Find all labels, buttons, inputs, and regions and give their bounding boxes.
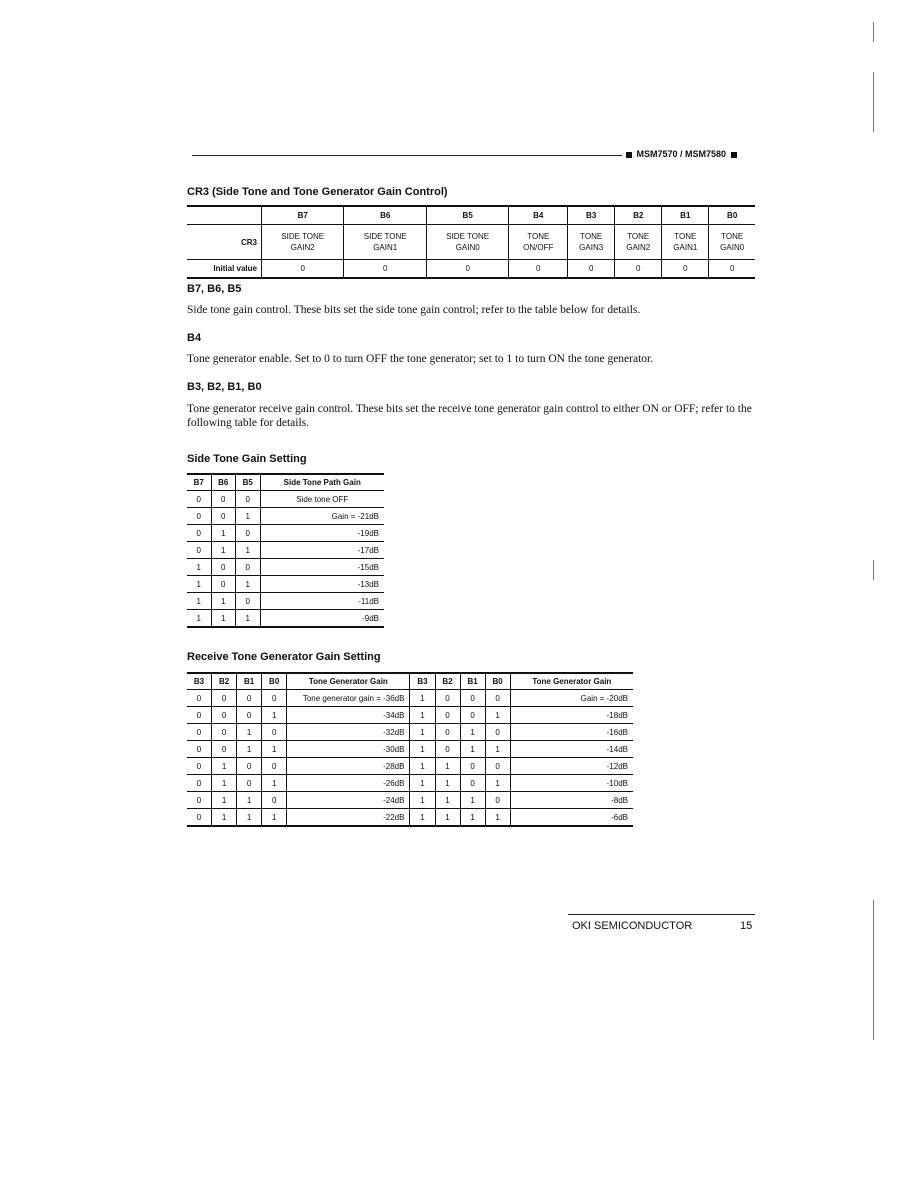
column-header: B3: [410, 673, 435, 690]
cr3-initial-value: 0: [568, 260, 615, 279]
gain-cell: -19dB: [260, 525, 384, 542]
bit-cell: 1: [187, 576, 211, 593]
bit-cell: 1: [460, 741, 485, 758]
gain-cell: -15dB: [260, 559, 384, 576]
section-heading: B7, B6, B5: [187, 283, 242, 295]
bit-cell: 1: [237, 809, 262, 827]
cr3-bit-cell: SIDE TONE GAIN1: [344, 225, 426, 260]
column-header: Tone Generator Gain: [287, 673, 410, 690]
table-row: [187, 707, 633, 724]
cr3-bit-cell: SIDE TONE GAIN2: [262, 225, 344, 260]
bit-cell: 1: [237, 724, 262, 741]
table-header-row: [187, 474, 384, 491]
table-row: [187, 758, 633, 775]
page-number: 15: [740, 920, 753, 932]
bit-cell: 1: [211, 593, 236, 610]
gain-cell: -32dB: [287, 724, 410, 741]
bit-cell: 1: [262, 809, 287, 827]
gain-cell: -6dB: [510, 809, 633, 827]
gain-cell: Tone generator gain = -36dB: [287, 690, 410, 707]
cr3-bit-cell: TONE GAIN2: [615, 225, 662, 260]
cr3-col-header: B7: [262, 206, 344, 225]
gain-cell: -34dB: [287, 707, 410, 724]
bit-cell: 1: [410, 724, 435, 741]
bit-cell: 0: [460, 690, 485, 707]
receive-tone-table: [187, 672, 633, 827]
table-row: [187, 690, 633, 707]
bit-cell: 1: [435, 775, 460, 792]
gain-cell: -30dB: [287, 741, 410, 758]
bit-cell: 0: [237, 775, 262, 792]
cr3-initial-label: Initial value: [213, 264, 257, 273]
bit-cell: 0: [212, 724, 237, 741]
bit-cell: 0: [187, 792, 212, 809]
bit-cell: 0: [187, 724, 212, 741]
column-header: Tone Generator Gain: [510, 673, 633, 690]
table-row: [187, 491, 384, 508]
cr3-initial-value: 0: [709, 260, 755, 279]
bit-cell: 1: [212, 758, 237, 775]
cr3-col-header: B1: [662, 206, 709, 225]
column-header: B3: [187, 673, 212, 690]
cr3-initial-value: 0: [509, 260, 568, 279]
bit-cell: 0: [187, 508, 211, 525]
bit-cell: 0: [237, 758, 262, 775]
bit-cell: 1: [237, 792, 262, 809]
bit-cell: 1: [212, 792, 237, 809]
gain-cell: Gain = -20dB: [510, 690, 633, 707]
bit-cell: 0: [187, 707, 212, 724]
gain-cell: -12dB: [510, 758, 633, 775]
side-tone-title: Side Tone Gain Setting: [187, 453, 307, 465]
header-rule: [192, 155, 622, 156]
header-title: [624, 149, 739, 159]
bit-cell: 0: [485, 724, 510, 741]
cr3-bit-cell: TONE ON/OFF: [509, 225, 568, 260]
bit-cell: 1: [212, 775, 237, 792]
bit-cell: 0: [211, 491, 236, 508]
bit-cell: 1: [262, 741, 287, 758]
bit-cell: 1: [410, 809, 435, 827]
table-row: [187, 559, 384, 576]
bit-cell: 0: [236, 525, 261, 542]
table-row: [187, 724, 633, 741]
cr3-bit-cell: TONE GAIN3: [568, 225, 615, 260]
bit-cell: 1: [236, 508, 261, 525]
bit-cell: 1: [236, 576, 261, 593]
bit-cell: 1: [187, 559, 211, 576]
bit-cell: 0: [485, 690, 510, 707]
cr3-bit-cell: TONE GAIN0: [709, 225, 755, 260]
bit-cell: 1: [410, 792, 435, 809]
gain-cell: -24dB: [287, 792, 410, 809]
section-text: Tone generator enable. Set to 0 to turn OFF the tone generator; set to 1 to turn ON the tone generator.: [187, 353, 654, 365]
bit-cell: 1: [435, 809, 460, 827]
gain-cell: -16dB: [510, 724, 633, 741]
bit-cell: 0: [212, 741, 237, 758]
gain-cell: -11dB: [260, 593, 384, 610]
gain-cell: -22dB: [287, 809, 410, 827]
section-heading: B4: [187, 332, 202, 344]
bit-cell: 1: [187, 593, 211, 610]
bit-cell: 0: [460, 758, 485, 775]
column-header: B2: [212, 673, 237, 690]
bit-cell: 1: [435, 792, 460, 809]
bit-cell: 0: [435, 724, 460, 741]
scan-edge-mark: [873, 22, 874, 42]
column-header: B5: [236, 474, 261, 491]
bit-cell: 0: [187, 775, 212, 792]
bit-cell: 0: [187, 741, 212, 758]
bit-cell: 0: [212, 690, 237, 707]
footer-company: OKI SEMICONDUCTOR: [572, 920, 693, 932]
column-header: B1: [237, 673, 262, 690]
bit-cell: 0: [435, 690, 460, 707]
table-header-row: [187, 673, 633, 690]
bit-cell: 0: [435, 741, 460, 758]
bit-cell: 1: [460, 809, 485, 827]
cr3-initial-row: [187, 260, 755, 279]
bit-cell: 0: [485, 758, 510, 775]
column-header: B0: [485, 673, 510, 690]
bit-cell: 1: [485, 707, 510, 724]
bit-cell: 0: [236, 491, 261, 508]
bit-cell: 1: [410, 707, 435, 724]
gain-cell: -13dB: [260, 576, 384, 593]
cr3-col-header: B3: [568, 206, 615, 225]
bit-cell: 1: [212, 809, 237, 827]
table-row: [187, 542, 384, 559]
table-row: [187, 525, 384, 542]
table-row: [187, 508, 384, 525]
bit-cell: 1: [485, 775, 510, 792]
bit-cell: 0: [262, 758, 287, 775]
bit-cell: 0: [262, 690, 287, 707]
gain-cell: -9dB: [260, 610, 384, 628]
bit-cell: 0: [236, 593, 261, 610]
column-header: B7: [187, 474, 211, 491]
bit-cell: 1: [262, 775, 287, 792]
bit-cell: 1: [237, 741, 262, 758]
scan-edge-mark: [873, 72, 874, 132]
bit-cell: 1: [410, 741, 435, 758]
cr3-initial-value: 0: [615, 260, 662, 279]
cr3-initial-value: 0: [426, 260, 508, 279]
cr3-header-row: [187, 206, 755, 225]
bit-cell: 0: [187, 758, 212, 775]
header-title-text: MSM7570 / MSM7580: [636, 149, 727, 159]
bit-cell: 1: [460, 724, 485, 741]
gain-cell: Side tone OFF: [260, 491, 384, 508]
scan-edge-mark: [873, 900, 874, 1040]
bit-cell: 1: [410, 758, 435, 775]
bit-cell: 0: [187, 542, 211, 559]
bit-cell: 1: [460, 792, 485, 809]
gain-cell: -28dB: [287, 758, 410, 775]
cr3-initial-value: 0: [344, 260, 426, 279]
bit-cell: 0: [485, 792, 510, 809]
bullet-square-icon: [731, 152, 737, 158]
bit-cell: 0: [435, 707, 460, 724]
cr3-corner-cell: [187, 206, 262, 225]
section-text: Side tone gain control. These bits set the side tone gain control; refer to the table below for details.: [187, 304, 641, 316]
cr3-row-label: CR3: [187, 225, 262, 260]
cr3-col-header: B4: [509, 206, 568, 225]
bit-cell: 0: [237, 707, 262, 724]
cr3-initial-value: 0: [662, 260, 709, 279]
bit-cell: 0: [236, 559, 261, 576]
table-row: [187, 741, 633, 758]
bit-cell: 1: [211, 610, 236, 628]
footer-rule: [568, 914, 755, 915]
gain-cell: Gain = -21dB: [260, 508, 384, 525]
side-tone-table: [187, 473, 384, 628]
bit-cell: 0: [211, 559, 236, 576]
bit-cell: 1: [262, 707, 287, 724]
gain-cell: -18dB: [510, 707, 633, 724]
bit-cell: 1: [187, 610, 211, 628]
bit-cell: 1: [236, 542, 261, 559]
section-text: Tone generator receive gain control. These bits set the receive tone generator gain control to either ON or OFF; refer to the following table for details.: [187, 403, 752, 429]
cr3-table: [187, 205, 755, 279]
cr3-title: CR3 (Side Tone and Tone Generator Gain Control): [187, 186, 448, 198]
cr3-col-header: B6: [344, 206, 426, 225]
bit-cell: 1: [410, 775, 435, 792]
bit-cell: 0: [262, 792, 287, 809]
bit-cell: 1: [236, 610, 261, 628]
bit-cell: 1: [485, 809, 510, 827]
bit-cell: 1: [211, 542, 236, 559]
bullet-square-icon: [626, 152, 632, 158]
table-row: [187, 610, 384, 628]
gain-cell: -14dB: [510, 741, 633, 758]
table-row: [187, 792, 633, 809]
cr3-bits-row: [187, 225, 755, 260]
cr3-col-header: B5: [426, 206, 508, 225]
bit-cell: 0: [187, 525, 211, 542]
column-header: B0: [262, 673, 287, 690]
column-header: B2: [435, 673, 460, 690]
cr3-initial-value: 0: [262, 260, 344, 279]
column-header: Side Tone Path Gain: [260, 474, 384, 491]
bit-cell: 0: [460, 707, 485, 724]
column-header: B6: [211, 474, 236, 491]
gain-cell: -17dB: [260, 542, 384, 559]
cr3-col-header: B2: [615, 206, 662, 225]
table-row: [187, 576, 384, 593]
cr3-bit-cell: SIDE TONE GAIN0: [426, 225, 508, 260]
bit-cell: 0: [211, 576, 236, 593]
bit-cell: 0: [187, 491, 211, 508]
gain-cell: -8dB: [510, 792, 633, 809]
gain-cell: -10dB: [510, 775, 633, 792]
table-row: [187, 809, 633, 827]
cr3-col-header: B0: [709, 206, 755, 225]
bit-cell: 0: [187, 809, 212, 827]
bit-cell: 0: [460, 775, 485, 792]
column-header: B1: [460, 673, 485, 690]
cr3-bit-cell: TONE GAIN1: [662, 225, 709, 260]
table-row: [187, 593, 384, 610]
bit-cell: 0: [237, 690, 262, 707]
bit-cell: 0: [187, 690, 212, 707]
bit-cell: 1: [410, 690, 435, 707]
bit-cell: 0: [211, 508, 236, 525]
bit-cell: 0: [212, 707, 237, 724]
bit-cell: 0: [262, 724, 287, 741]
table-row: [187, 775, 633, 792]
section-heading: B3, B2, B1, B0: [187, 381, 262, 393]
gain-cell: -26dB: [287, 775, 410, 792]
bit-cell: 1: [435, 758, 460, 775]
receive-tone-title: Receive Tone Generator Gain Setting: [187, 651, 381, 663]
scan-edge-mark: [873, 560, 874, 580]
bit-cell: 1: [485, 741, 510, 758]
bit-cell: 1: [211, 525, 236, 542]
